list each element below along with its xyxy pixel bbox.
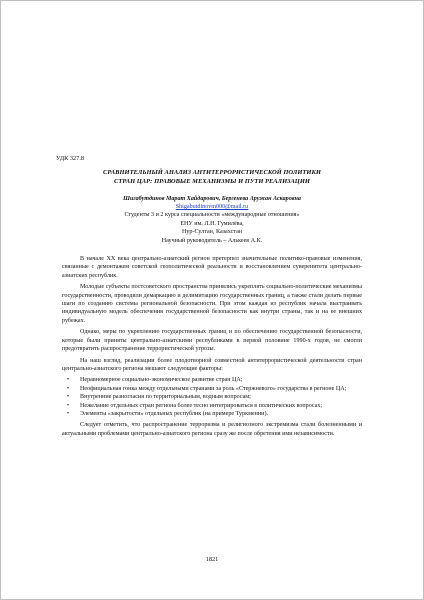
- list-item-text: Элементы «закрытости» отдельных республик (на примере Туркмении).: [80, 410, 268, 417]
- bullet-icon: •: [67, 410, 70, 417]
- factors-list: [62, 376, 362, 418]
- list-item: [62, 385, 362, 393]
- list-item-text: Нежелание отдельных стран региона более тесно интегрироваться в политических вопросах;: [80, 402, 323, 409]
- paragraph: В начале XX века центрально-азиатский регион претерпел значительные политико-правовые изменения, связанные с демонтажем советской геополитической реальности и восстановлением суверенитета центрально-азиатских республик.: [62, 256, 362, 279]
- email-link[interactable]: Shigabutdinovm000@mail.ru: [175, 204, 249, 210]
- list-item: [62, 393, 362, 401]
- page-number: 1821: [205, 556, 219, 563]
- supervisor-line: Научный руководитель – Алькеев А.К.: [161, 237, 263, 244]
- bullet-icon: •: [67, 385, 70, 392]
- list-item-text: Внутренние разногласия по территориальным, водным вопросам;: [80, 394, 251, 401]
- bullet-icon: •: [67, 402, 70, 409]
- affiliation-line: Нур-Султан, Казахстан: [181, 229, 243, 236]
- article: [56, 155, 362, 441]
- article-title: [62, 169, 362, 186]
- title-line: СТРАН ЦАР: ПРАВОВЫЕ МЕХАНИЗМЫ И ПУТИ РЕАЛИЗАЦИИ: [114, 178, 310, 185]
- paragraph: На наш взгляд, реализации более плодотворной совместной антитеррористической деятельности стран центрально-азиатского региона мешают следующие факторы:: [62, 357, 362, 372]
- list-item: [62, 410, 362, 418]
- list-item: [62, 376, 362, 384]
- list-item-text: Неофициальная гонка между отдельными странами за роль «Стержневого» государства в регионе ЦА;: [80, 385, 347, 392]
- affiliation-line: ЕНУ им. Л.Н. Гумилёва,: [180, 220, 244, 227]
- affiliation-line: Студенты 3 и 2 курса специальности «международные отношения»: [124, 212, 300, 219]
- paragraph: Следует отметить, что распространение терроризма и религиозного экстремизма стали болезненными и актуальными проблемами центрально-азиатского региона сразу же после обретения ими независимости.: [62, 422, 362, 437]
- authors: Шигабутдинов Марат Хайдарович, Бергенева Аружан Аскаровна: [123, 195, 301, 202]
- udc-code: УДК 327.8: [56, 155, 85, 162]
- paragraph: Молодые субъекты постсоветского пространства принялись укреплять социально-политические механизмы государственности, проводили демаркацию и делимитацию государственных границ, а также стали делать первые шаги по созданию системы региональной безопасности. При этом каждая из республик начала выстраивать индивидуальную модель обеспечения государственной безопасности как внутри страны, так и на ее внешних рубежах.: [62, 284, 362, 324]
- paragraph: Однако, меры по укреплению государственных границ и по обеспечению государственной безопасности, которые были приняты центрально-азиатскими республиками в первой половине 1990-х годов, не смогли предотвратить распространение террористической угрозы.: [62, 329, 362, 353]
- list-item: [62, 402, 362, 410]
- list-item-text: Неравномерное социально-экономическое развитие стран ЦА;: [80, 377, 243, 384]
- title-line: СРАВНИТЕЛЬНЫЙ АНАЛИЗ АНТИТЕРРОРИСТИЧЕСКОЙ ПОЛИТИКИ: [103, 169, 321, 177]
- bullet-icon: •: [67, 377, 70, 384]
- bullet-icon: •: [67, 394, 70, 401]
